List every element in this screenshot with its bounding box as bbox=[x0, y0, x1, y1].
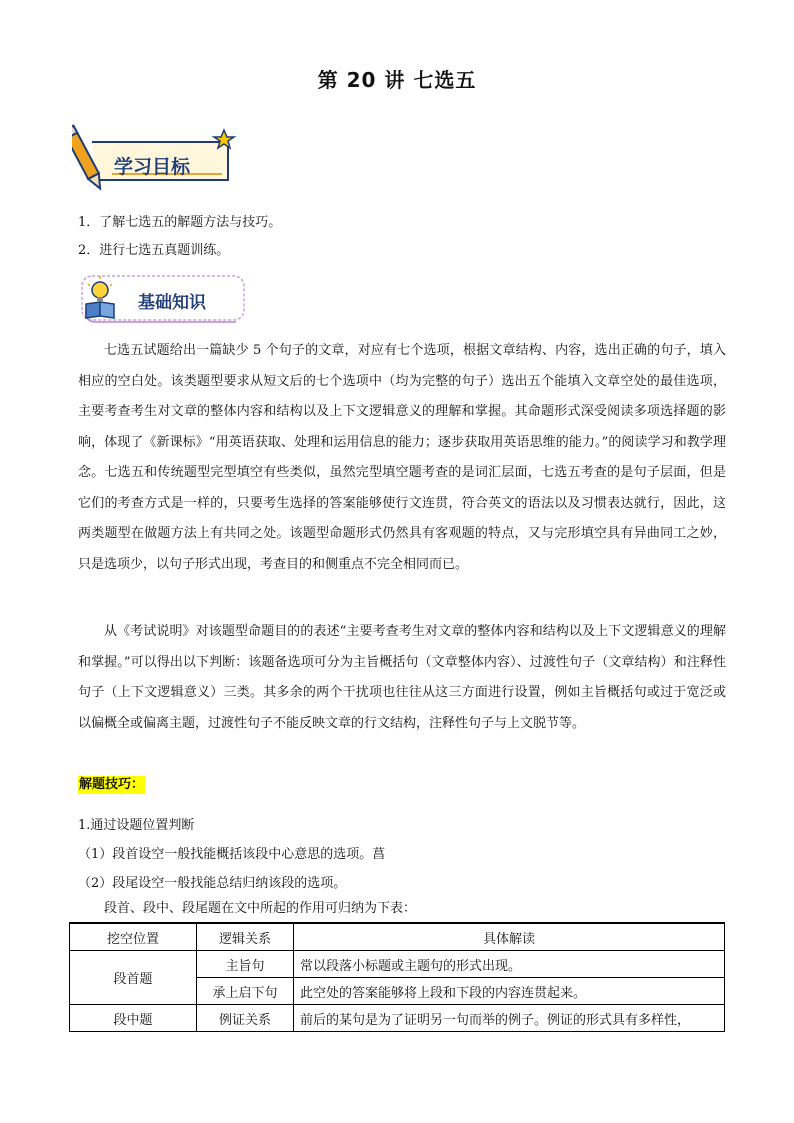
intro-paragraph: 七选五试题给出一篇缺少 5 个句子的文章，对应有七个选项，根据文章结构、内容，选出正确的句子，填入相应的空白处。该类题型要求从短文后的七个选项中（均为完整的句子）选出五个能填入文章空处的最佳选项，主要考查考生对文章的整体内容和结构以及上下文逻辑意义的理解和掌握。其命题形式深受阅读多项选择题的影响，体现了《新课标》“用英语获取、处理和运用信息的能力；逐步获取用英语思维的能力。”的阅读学习和教学理念。七选五和传统题型完型填空有些类似，虽然完型填空题考查的是词汇层面，七选五考查的是句子层面，但是它们的考查方式是一样的，只要考生选择的答案能够使行文连贯，符合英文的语法以及习惯表达就行，因此，这两类题型在做题方法上有共同之处。该题型命题形式仍然具有客观题的特点，又与完形填空具有异曲同工之妙，只是选项少，以句子形式出现，考查目的和侧重点不完全相同而已。 bbox=[78, 343, 726, 572]
table-cell-relation: 主旨句 bbox=[197, 951, 294, 978]
tips-label: 解题技巧： bbox=[79, 777, 145, 792]
tips-heading: 1.通过设题位置判断 bbox=[78, 818, 195, 833]
table-cell-explanation: 此空处的答案能够将上段和下段的内容连贯起来。 bbox=[294, 978, 725, 1005]
table-cell-explanation: 常以段落小标题或主题句的形式出现。 bbox=[294, 951, 725, 978]
exam-guide-paragraph: 从《考试说明》对该题型命题目的的表述“主要考查考生对文章的整体内容和结构以及上下文逻辑意义的理解和掌握。”可以得出以下判断：该题备选项可分为主旨概括句（文章整体内容）、过渡性句子（文章结构）和注释性句子（上下文逻辑意义）三类。其多余的两个干扰项也往往从这三方面进行设置，例如主旨概括句或过于宽泛或以偏概全或偏离主题，过渡性句子不能反映文章的行文结构，注释性句子与上文脱节等。 bbox=[78, 624, 726, 731]
objective-item: 2．进行七选五真题训练。 bbox=[78, 243, 230, 258]
objectives-badge-label: 学习目标 bbox=[114, 156, 191, 178]
objectives-badge bbox=[72, 122, 242, 194]
table-cell-position: 段中题 bbox=[70, 1005, 197, 1032]
table-header: 逻辑关系 bbox=[197, 923, 294, 951]
table-cell-position: 段首题 bbox=[70, 951, 197, 1005]
table-row bbox=[70, 1005, 725, 1032]
table-header: 具体解读 bbox=[294, 923, 725, 951]
table-intro: 段首、段中、段尾题在文中所起的作用可归纳为下表： bbox=[104, 901, 417, 916]
table-cell-explanation: 前后的某句是为了证明另一句而举的例子。例证的形式具有多样性， bbox=[294, 1005, 725, 1032]
table-header-row bbox=[70, 923, 725, 951]
knowledge-badge bbox=[76, 270, 248, 328]
table-cell-relation: 例证关系 bbox=[197, 1005, 294, 1032]
objective-item: 1．了解七选五的解题方法与技巧。 bbox=[78, 215, 282, 230]
page-title: 第 20 讲 七选五 bbox=[317, 68, 477, 92]
tips-item: （2）段尾设空一般找能总结归纳该段的选项。 bbox=[78, 876, 347, 891]
knowledge-badge-label: 基础知识 bbox=[138, 293, 206, 313]
tips-item: （1）段首设空一般找能概括该段中心意思的选项。菖 bbox=[78, 847, 386, 862]
table-cell-relation: 承上启下句 bbox=[197, 978, 294, 1005]
table-header: 挖空位置 bbox=[70, 923, 197, 951]
table-row bbox=[70, 951, 725, 978]
position-table bbox=[69, 922, 725, 1032]
